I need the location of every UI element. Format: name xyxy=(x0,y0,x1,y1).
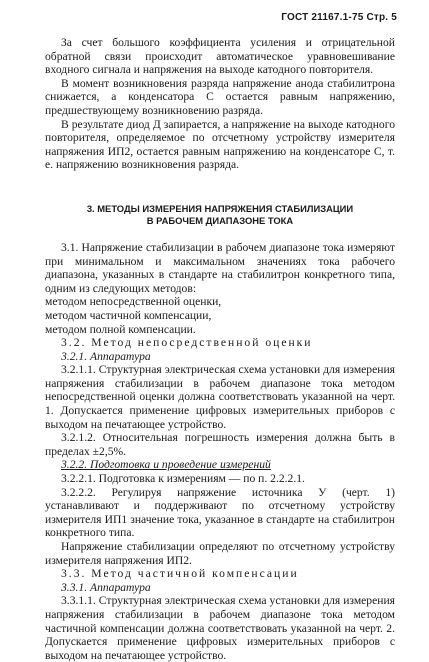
paragraph-3-2-2-1: 3.2.2.1. Подготовка к измерениям — по п. 2.2.2.1. xyxy=(61,472,305,486)
paragraph-result: Напряжение стабилизации определяют по отсчетному устройству измерителя напряжения ИП2. xyxy=(45,540,395,567)
paragraph: В момент возникновения разряда напряжение анода стабилитрона снижается, а конденсатора С остается равным напряжению, предшествующему возникновению разряда. xyxy=(45,76,395,117)
page-header: ГОСТ 21167.1-75 Стр. 5 xyxy=(281,12,397,23)
paragraph: За счет большого коэффициента усиления и отрицательной обратной связи происходит автоматическое уравновешивание входного сигнала и напряжения на выходе катодного повторителя. xyxy=(45,36,395,77)
paragraph-3-2-1-2: 3.2.1.2. Относительная погрешность измерения должна быть в пределах ±2,5%. xyxy=(45,431,395,458)
method-item: методом полной компенсации. xyxy=(45,322,196,336)
document-body xyxy=(45,36,395,662)
section-title-line2: В РАБОЧЕМ ДИАПАЗОНЕ ТОКА xyxy=(146,214,294,226)
section-title-line1: 3. МЕТОДЫ ИЗМЕРЕНИЯ НАПРЯЖЕНИЯ СТАБИЛИЗАЦИИ xyxy=(86,202,354,214)
heading-3-3: 3.3. Метод частичной компенсации xyxy=(61,567,299,581)
paragraph-3-2-2-2: 3.2.2.2. Регулируя напряжение источника У (черт. 1) устанавливают и поддерживают по отсчетному устройству измерителя ИП1 значение тока, указанное в стандарте на стабилитрон конкретного типа. xyxy=(45,485,395,540)
heading-3-2-2: 3.2.2. Подготовка и проведение измерений xyxy=(61,458,271,472)
method-item: методом непосредственной оценки, xyxy=(45,295,222,309)
heading-3-3-1: 3.3.1. Аппаратура xyxy=(61,580,151,594)
paragraph: В результате диод Д запирается, а напряжение на выходе катодного повторителя, определяемое по отсчетному устройству измерителя напряжения ИП2, остается равным напряжению на конденсаторе С, т. е. напряжению возникновения разряда. xyxy=(45,117,395,172)
paragraph-3-3-1-1: 3.3.1.1. Структурная электрическая схема установки для измерения напряжения стабилизации в рабочем диапазоне тока методом частичной компенсации должна соответствовать указанной на черт. 2. Допускается применение цифровых измерительных приборов с выходом на печатающее устройство. xyxy=(45,594,395,662)
paragraph-3-1: 3.1. Напряжение стабилизации в рабочем диапазоне тока измеряют при минимальном и максимальном значениях тока рабочего диапазона, указанных в стандарте на стабилитрон конкретного типа, одним из следующих методов: xyxy=(45,240,395,295)
method-item: методом частичной компенсации, xyxy=(45,308,212,322)
heading-3-2-1: 3.2.1. Аппаратура xyxy=(61,349,151,363)
paragraph-3-2-1-1: 3.2.1.1. Структурная электрическая схема установки для измерения напряжения стабилизации в рабочем диапазоне тока методом непосредственной оценки должна соответствовать указанной на черт. 1. Допускается применение цифровых измерительных приборов с выходом на печатающее устройство. xyxy=(45,363,395,431)
heading-3-2: 3.2. Метод непосредственной оценки xyxy=(61,336,313,350)
